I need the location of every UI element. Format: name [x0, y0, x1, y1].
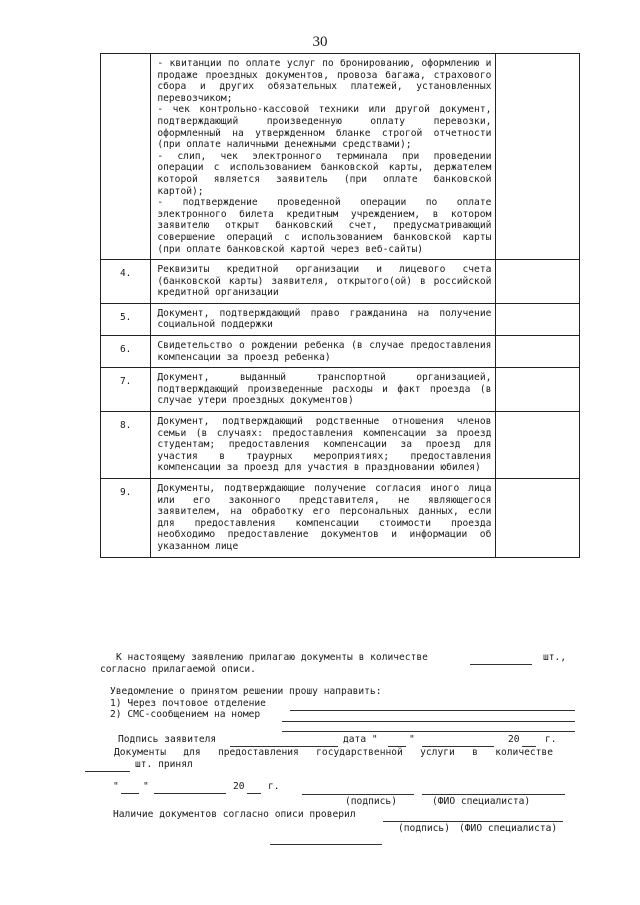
date2-open: " — [113, 781, 119, 792]
table-row — [101, 412, 580, 479]
row-description — [151, 479, 496, 558]
sign-label: Подпись заявителя — [118, 734, 217, 745]
date2-year-field[interactable] — [247, 793, 261, 794]
description-line: Документ, выданный транспортной организацией, подтверждающий произведенные расходы и факт проезда (в случае утери проездных документов) — [157, 372, 498, 407]
notify-option-sms: 2) СМС-сообщением на номер — [110, 709, 261, 720]
mark-cell[interactable] — [496, 368, 580, 412]
description-line: - чек контрольно-кассовой техники или другой документ, подтверждающий произведенную оплату перевозки, оформленный на утвержденном бланке строгой отчетности (при оплате наличными денежными средствами); — [157, 104, 498, 151]
year2-suffix: г. — [268, 781, 280, 792]
table-row — [101, 368, 580, 412]
fio-caption-2: (ФИО специалиста) — [459, 823, 558, 834]
description-line: Документ, подтверждающий право гражданина на получение социальной поддержки — [157, 307, 498, 331]
description-line: - слип, чек электронного терминала при проведении операции с использованием банковской карты, держателем которой является заявитель (при оплате банковской картой); — [157, 150, 498, 197]
attach-count-field[interactable] — [470, 664, 532, 665]
row-number: 9. — [101, 479, 151, 558]
year-suffix: г. — [545, 734, 557, 745]
page-number: 30 — [312, 34, 328, 50]
specialist-signature-field[interactable] — [302, 794, 414, 795]
documents-table — [100, 53, 580, 558]
specialist-fio-field[interactable] — [422, 794, 565, 795]
row-description — [151, 412, 496, 479]
mark-cell[interactable] — [496, 303, 580, 335]
signature-caption: (подпись) — [345, 796, 397, 807]
description-line: Реквизиты кредитной организации и лицевого счета (банковской карты) заявителя, открытого(ой) в российской кредитной организации — [157, 264, 498, 299]
table-row — [101, 54, 580, 260]
attach-text: К настоящему заявлению прилагаю документы в количестве — [116, 652, 428, 663]
accepted-label: шт. принял — [135, 759, 193, 770]
date2-day-field[interactable] — [121, 793, 139, 794]
row-description — [151, 303, 496, 335]
row-number: 8. — [101, 412, 151, 479]
table-row — [101, 336, 580, 368]
extra-line — [282, 731, 575, 732]
description-line: Документ, подтверждающий родственные отношения членов семьи (в случаях: предоставления компенсации за проезд студентам; предоставления компенсации за проезд для участия в траурных мероприятиях; предоставления компенсации за проезд для участия в праздновании юбилея) — [157, 416, 498, 474]
notify-option-post: 1) Через почтовое отделение — [110, 698, 266, 709]
check-signature-field[interactable] — [383, 821, 563, 822]
row-description — [151, 336, 496, 368]
year2-label: 20 — [233, 781, 245, 792]
fio-caption: (ФИО специалиста) — [432, 796, 531, 807]
docs-count-field[interactable] — [85, 771, 130, 772]
date2-month-field[interactable] — [154, 793, 226, 794]
date2-close: " — [143, 781, 149, 792]
mark-cell[interactable] — [496, 412, 580, 479]
check-extra-line — [270, 844, 382, 845]
attach-text-2: согласно прилагаемой описи. — [100, 664, 256, 675]
row-number — [101, 54, 151, 260]
date-label: дата " — [343, 734, 378, 745]
row-description — [151, 54, 496, 260]
table-row — [101, 479, 580, 558]
description-line: Документы, подтверждающие получение согласия иного лица или его законного представителя, не являющегося заявителем, на обработку его персональных данных, если для предоставления компенсации стоимости проезда необходимо предоставление документов и информации об указанном лице — [157, 483, 498, 552]
year-label: 20 — [508, 734, 520, 745]
date-quote: " — [409, 734, 415, 745]
row-number: 7. — [101, 368, 151, 412]
row-description — [151, 260, 496, 304]
row-description — [151, 368, 496, 412]
docs-count-line: Документы для предоставления государственной услуги в количестве — [114, 747, 553, 758]
post-address-field[interactable] — [290, 710, 575, 711]
notify-title: Уведомление о принятом решении прошу направить: — [110, 686, 382, 697]
mark-cell[interactable] — [496, 336, 580, 368]
mark-cell[interactable] — [496, 54, 580, 260]
row-number: 4. — [101, 260, 151, 304]
row-number: 5. — [101, 303, 151, 335]
description-line: - подтверждение проведенной операции по оплате электронного билета кредитным учреждением, в котором заявителю открыт банковский счет, предусматривающий совершение операций с использованием банковской карты (при оплате банковской картой через веб-сайты) — [157, 197, 498, 255]
mark-cell[interactable] — [496, 479, 580, 558]
row-number: 6. — [101, 336, 151, 368]
check-label: Наличие документов согласно описи проверил — [113, 809, 356, 820]
description-line: Свидетельство о рождении ребенка (в случае предоставления компенсации за проезд ребенка) — [157, 340, 498, 363]
sms-number-field[interactable] — [282, 721, 575, 722]
attach-unit: шт., — [543, 652, 567, 663]
table-row — [101, 260, 580, 304]
description-line: - квитанции по оплате услуг по бронированию, оформлению и продаже проездных документов, провоза багажа, страхового сбора и других обязательных платежей, установленных перевозчиком; — [157, 58, 498, 104]
table-row — [101, 303, 580, 335]
mark-cell[interactable] — [496, 260, 580, 304]
signature-caption-2: (подпись) — [398, 823, 450, 834]
